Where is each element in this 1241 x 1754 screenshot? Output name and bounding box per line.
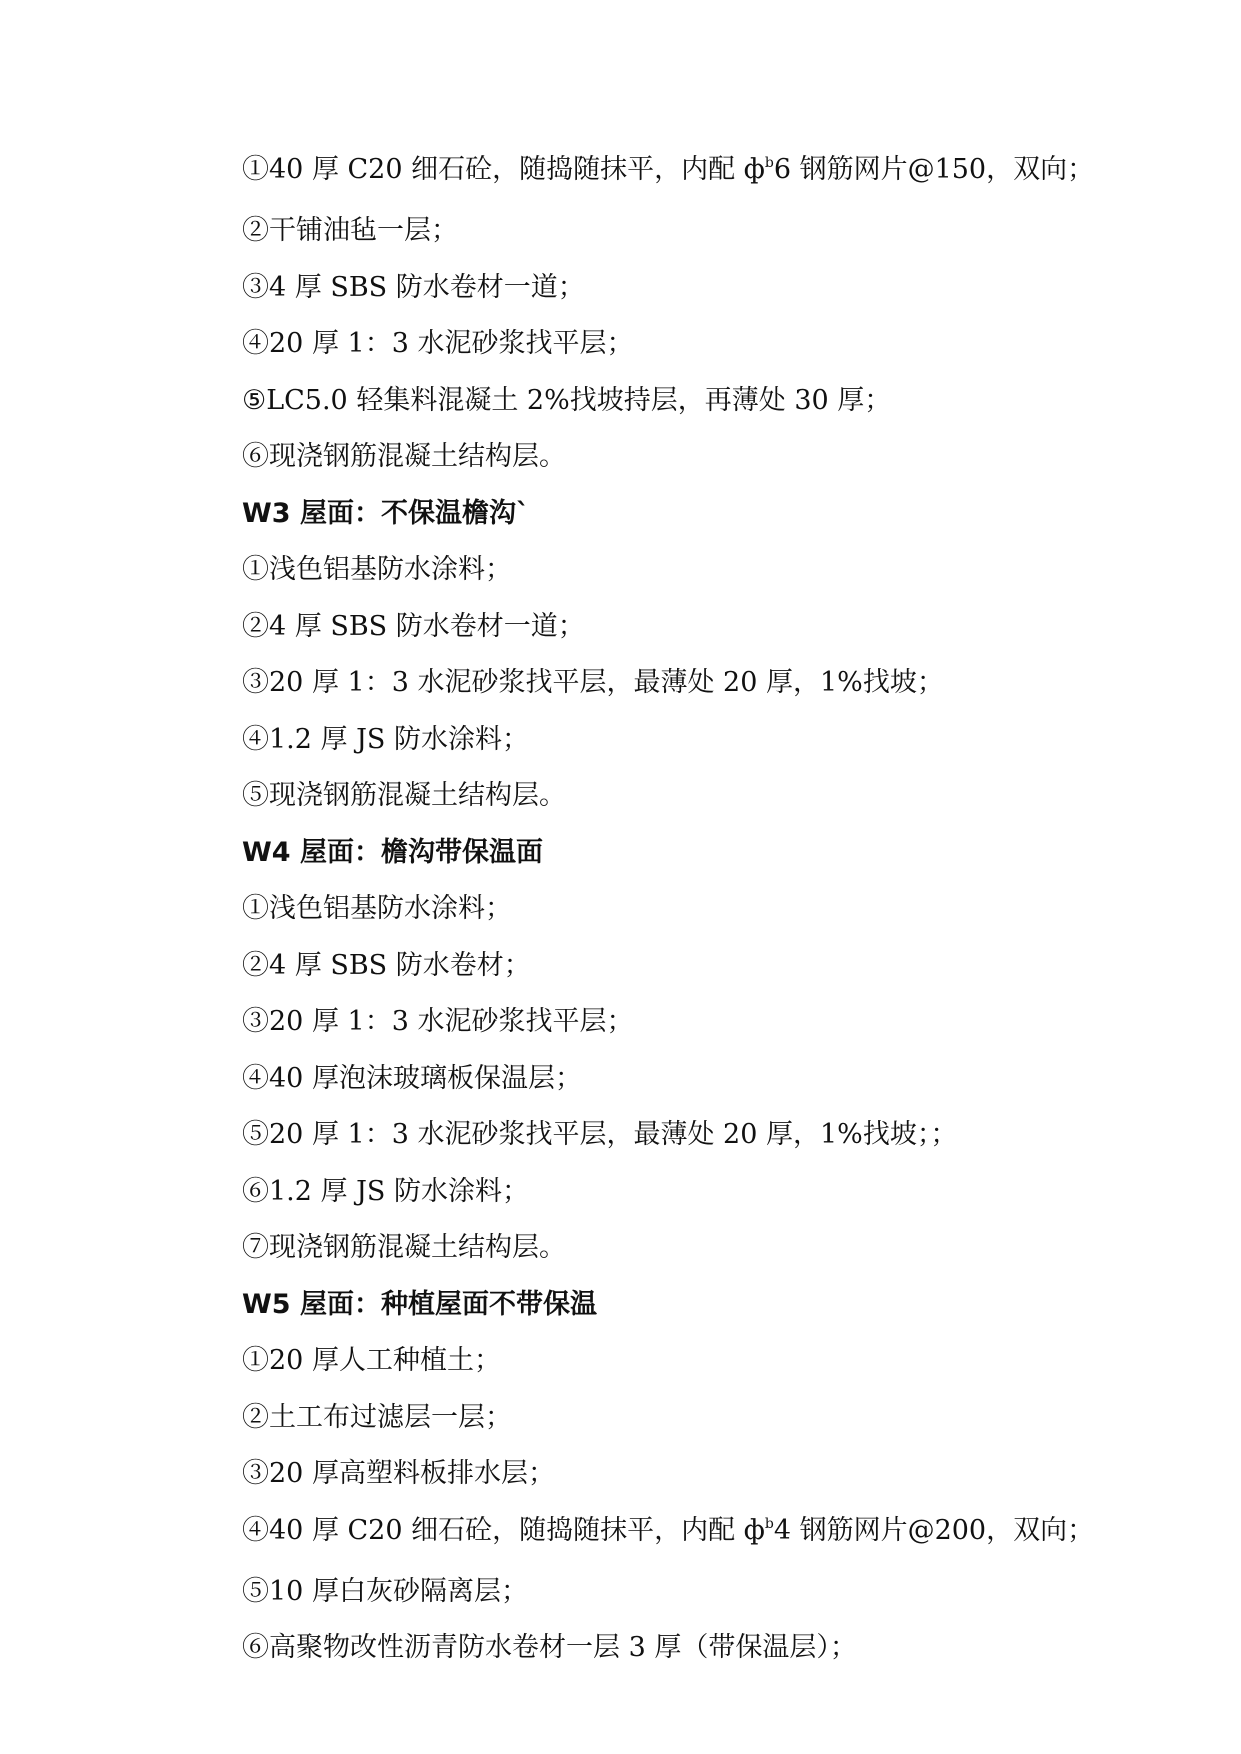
spec-item — [242, 1400, 1202, 1436]
spec-item — [242, 1343, 1202, 1379]
line-text: ⑤现浇钢筋混凝土结构层。 — [242, 780, 566, 811]
spec-item — [242, 1630, 1202, 1666]
line-text: ③20 厚高塑料板排水层； — [242, 1458, 555, 1489]
spec-item — [242, 1004, 1202, 1040]
line-text: ③20 厚 1：3 水泥砂浆找平层； — [242, 1006, 634, 1037]
spec-item — [242, 439, 1202, 475]
spec-item — [242, 1117, 1202, 1153]
line-text-continued: 4 钢筋网片@200，双向； — [773, 1514, 1095, 1546]
spec-item — [242, 722, 1202, 758]
line-text: ⑤20 厚 1：3 水泥砂浆找平层，最薄处 20 厚，1%找坡；； — [242, 1119, 958, 1150]
spec-item — [242, 1513, 1202, 1549]
spec-item — [242, 609, 1202, 645]
spec-item — [242, 1230, 1202, 1266]
line-text: ①浅色铝基防水涂料； — [242, 893, 512, 924]
line-text-continued: 6 钢筋网片@150，双向； — [773, 154, 1095, 185]
spec-item — [242, 213, 1202, 249]
line-text: ②4 厚 SBS 防水卷材； — [242, 949, 531, 981]
line-text: ①40 厚 C20 细石砼，随捣随抹平，内配 ф — [242, 154, 765, 185]
line-text: ③20 厚 1：3 水泥砂浆找平层，最薄处 20 厚，1%找坡； — [242, 667, 944, 698]
spec-item — [242, 152, 1202, 188]
spec-item — [242, 326, 1202, 362]
spec-item — [242, 665, 1202, 701]
spec-item — [242, 778, 1202, 814]
line-text: ②4 厚 SBS 防水卷材一道； — [242, 610, 585, 642]
line-text: ①浅色铝基防水涂料； — [242, 554, 512, 585]
spec-item — [242, 1574, 1202, 1610]
section-heading — [242, 835, 1202, 871]
line-text: ⑥1.2 厚 JS 防水涂料； — [242, 1175, 530, 1207]
document-body — [242, 152, 1202, 1687]
rebar-grade-superscript: b — [764, 1515, 774, 1532]
line-text: ⑤LC5.0 轻集料混凝土 2%找坡持层，再薄处 30 厚； — [242, 384, 892, 416]
line-text: ⑥现浇钢筋混凝土结构层。 — [242, 441, 566, 472]
line-text: ③4 厚 SBS 防水卷材一道； — [242, 271, 585, 303]
spec-item — [242, 1061, 1202, 1097]
line-text: W4 屋面：檐沟带保温面 — [242, 836, 543, 868]
line-text: ①20 厚人工种植土； — [242, 1345, 501, 1376]
line-text: ④1.2 厚 JS 防水涂料； — [242, 723, 530, 755]
rebar-grade-superscript: b — [764, 155, 774, 171]
line-text: ④20 厚 1：3 水泥砂浆找平层； — [242, 328, 634, 359]
spec-item — [242, 1456, 1202, 1492]
line-text: ④40 厚 C20 细石砼，随捣随抹平，内配 ф — [242, 1514, 765, 1546]
spec-item — [242, 552, 1202, 588]
spec-item — [242, 948, 1202, 984]
spec-item — [242, 891, 1202, 927]
line-text: ④40 厚泡沫玻璃板保温层； — [242, 1062, 582, 1094]
line-text: W5 屋面：种植屋面不带保温 — [242, 1288, 597, 1320]
line-text: ②干铺油毡一层； — [242, 215, 458, 246]
line-text: W3 屋面：不保温檐沟` — [242, 497, 530, 529]
spec-item — [242, 270, 1202, 306]
section-heading — [242, 496, 1202, 532]
spec-item — [242, 1174, 1202, 1210]
line-text: ②土工布过滤层一层； — [242, 1401, 512, 1433]
section-heading — [242, 1287, 1202, 1323]
line-text: ⑦现浇钢筋混凝土结构层。 — [242, 1232, 566, 1263]
line-text: ⑥高聚物改性沥青防水卷材一层 3 厚（带保温层）； — [242, 1632, 857, 1663]
spec-item — [242, 383, 1202, 419]
line-text: ⑤10 厚白灰砂隔离层； — [242, 1575, 528, 1607]
